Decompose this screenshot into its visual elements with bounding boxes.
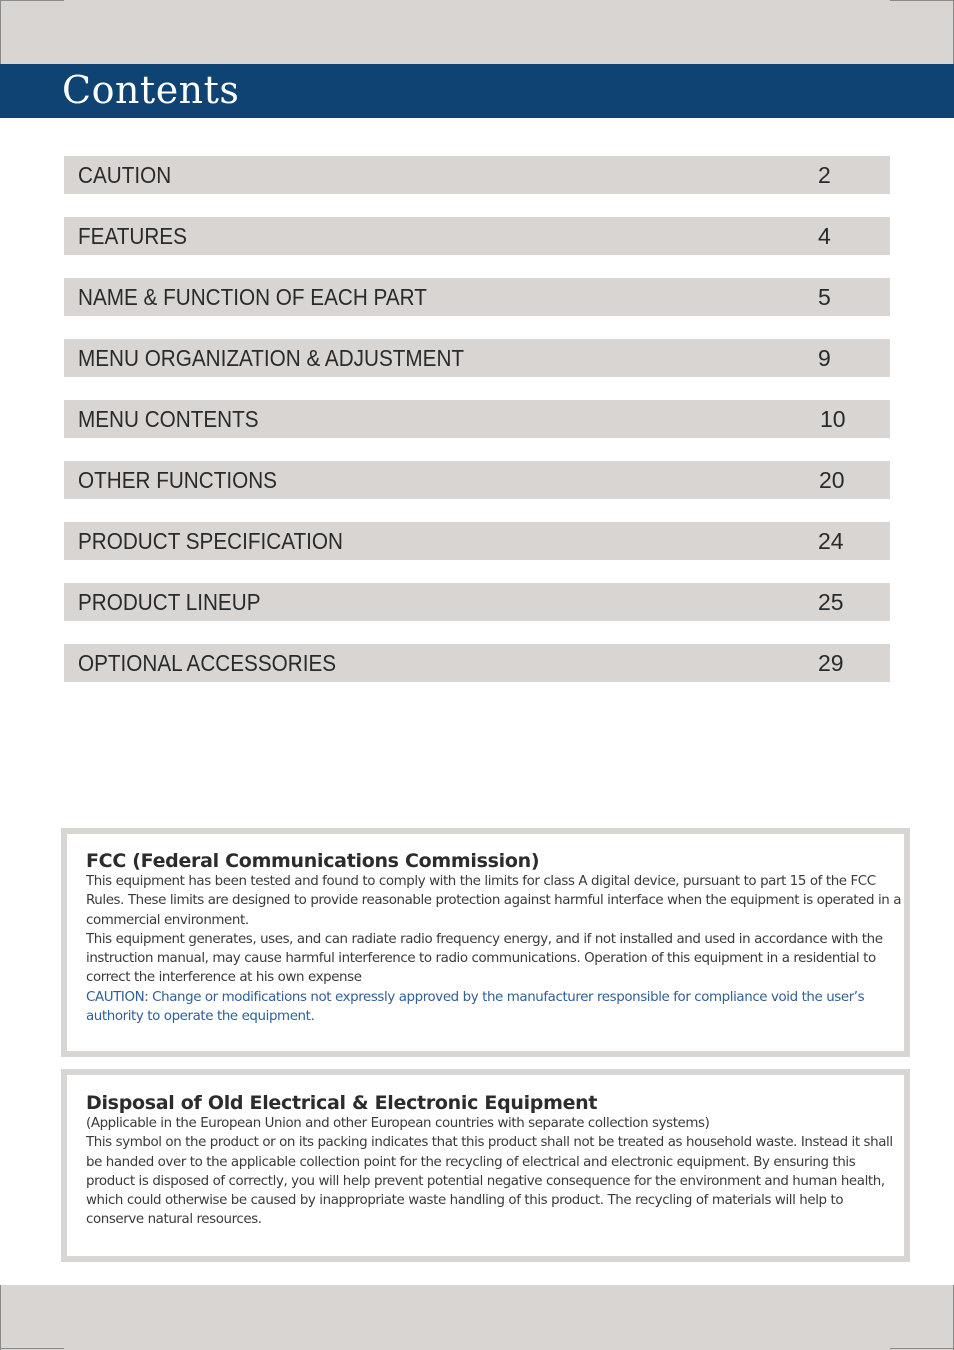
toc-page-number: 24 [818, 528, 844, 554]
toc-page-number: 25 [818, 589, 844, 615]
toc-title: PRODUCT SPECIFICATION [78, 528, 343, 554]
table-of-contents [64, 156, 890, 705]
toc-page-number: 10 [820, 406, 846, 432]
toc-title: OTHER FUNCTIONS [78, 467, 277, 493]
toc-row-features[interactable] [64, 217, 890, 255]
toc-page-number: 2 [818, 162, 831, 188]
crop-mark [0, 1348, 64, 1349]
toc-row-menu-organization[interactable] [64, 339, 890, 377]
fcc-notice-box [61, 828, 910, 1057]
toc-title: PRODUCT LINEUP [78, 589, 261, 615]
toc-page-number: 20 [819, 467, 845, 493]
fcc-caution-text: CAUTION: Change or modifications not expressly approved by the manufacturer responsible for compliance void the user’s authority to operate the equipment. [86, 989, 865, 1025]
crop-mark [0, 0, 64, 1]
toc-row-product-specification[interactable] [64, 522, 890, 560]
toc-page-number: 4 [818, 223, 831, 249]
disposal-subheading: (Applicable in the European Union and other European countries with separate collection systems) [86, 1116, 710, 1131]
crop-mark [0, 0, 1, 64]
crop-mark [890, 0, 954, 1]
toc-title: CAUTION [78, 162, 172, 188]
toc-page-number: 5 [818, 284, 831, 310]
fcc-paragraph: This equipment has been tested and found to comply with the limits for class A digital device, pursuant to part 15 of the FCC Rules. These limits are designed to provide reasonable protection against harmful interface when the equipment is operated in a commercial environment. [86, 874, 902, 928]
disposal-paragraph: This symbol on the product or on its packing indicates that this product shall not be treated as household waste. Instead it shall be handed over to the applicable collection point for the recycling of electrical and electronic equipment. By ensuring this product is disposed of correctly, you will help prevent potential negative consequence for the environment and human health, which could otherwise be caused by inappropriate waste handling of this product. The recycling of materials will help to conserve natural resources. [86, 1135, 893, 1228]
crop-mark [890, 1348, 954, 1349]
crop-mark [0, 1285, 1, 1350]
toc-title: FEATURES [78, 223, 187, 249]
disposal-notice-box [61, 1069, 910, 1262]
top-margin-band [0, 0, 954, 64]
toc-page-number: 9 [818, 345, 831, 371]
title-bar [0, 64, 954, 118]
toc-row-caution[interactable] [64, 156, 890, 194]
toc-row-menu-contents[interactable] [64, 400, 890, 438]
toc-title: OPTIONAL ACCESSORIES [78, 650, 337, 676]
toc-row-optional-accessories[interactable] [64, 644, 890, 682]
toc-row-product-lineup[interactable] [64, 583, 890, 621]
fcc-paragraph: This equipment generates, uses, and can radiate radio frequency energy, and if not installed and used in accordance with the instruction manual, may cause harmful interference to radio communications. Operation of this equipment in a residential to correct the interference at his own expense [86, 931, 883, 986]
fcc-heading: FCC (Federal Communications Commission) [86, 850, 540, 872]
toc-title: NAME & FUNCTION OF EACH PART [78, 284, 427, 310]
toc-title: MENU CONTENTS [78, 406, 259, 432]
toc-row-other-functions[interactable] [64, 461, 890, 499]
bottom-margin-band [0, 1285, 954, 1350]
disposal-heading: Disposal of Old Electrical & Electronic Equipment [86, 1092, 598, 1114]
toc-title: MENU ORGANIZATION & ADJUSTMENT [78, 345, 465, 371]
toc-page-number: 29 [818, 650, 844, 676]
page-title: Contents [62, 68, 240, 112]
toc-row-name-function[interactable] [64, 278, 890, 316]
